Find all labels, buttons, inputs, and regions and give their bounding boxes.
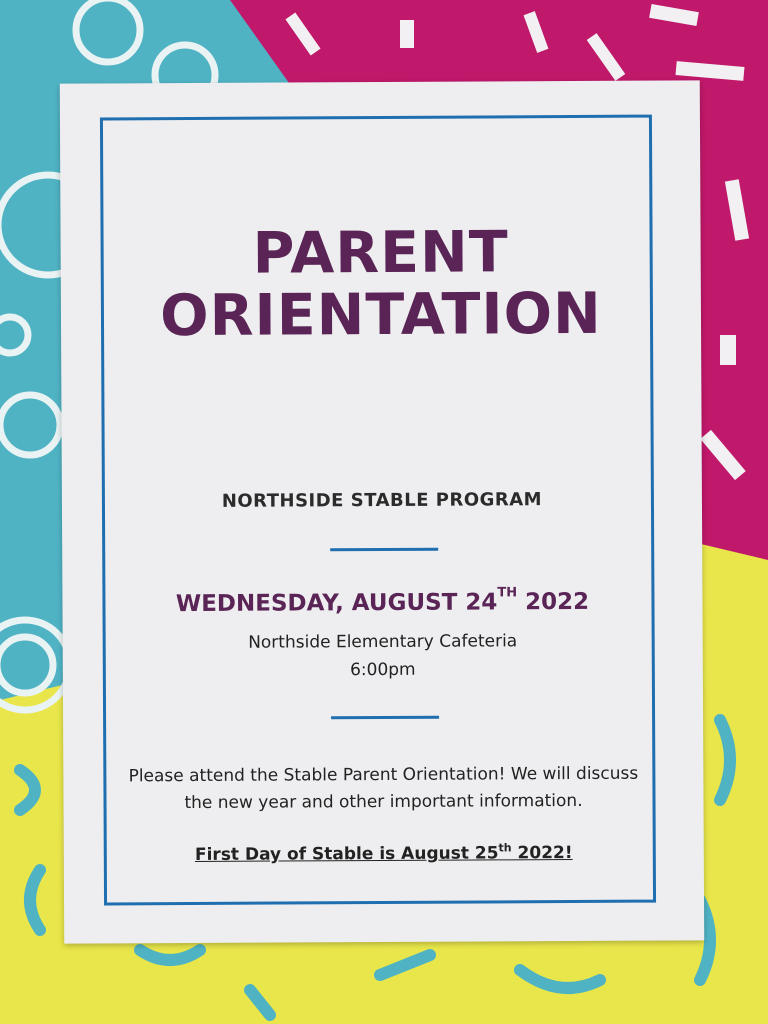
title-line-2: ORIENTATION [160, 280, 602, 350]
flyer-paper [60, 80, 704, 943]
event-location: Northside Elementary Cafeteria [248, 631, 518, 653]
title-line-1: PARENT [252, 219, 509, 287]
date-main: WEDNESDAY, AUGUST 24 [175, 589, 498, 618]
message-line-1: Please attend the Stable Parent Orientation! We will discuss [128, 763, 639, 787]
first-day-suffix: th [498, 841, 512, 855]
first-day-main: First Day of Stable is August 25 [194, 843, 499, 865]
date-suffix: TH [497, 585, 518, 601]
program-name: NORTHSIDE STABLE PROGRAM [221, 489, 543, 512]
event-date [62, 585, 702, 618]
message-line-2: the new year and other important information. [184, 790, 583, 814]
first-day-note [64, 842, 704, 865]
message [83, 760, 683, 817]
event-time: 6:00pm [350, 659, 416, 681]
divider-top [330, 548, 438, 552]
first-day-year: 2022! [511, 843, 573, 864]
date-year: 2022 [517, 588, 590, 616]
divider-bottom [331, 716, 439, 720]
